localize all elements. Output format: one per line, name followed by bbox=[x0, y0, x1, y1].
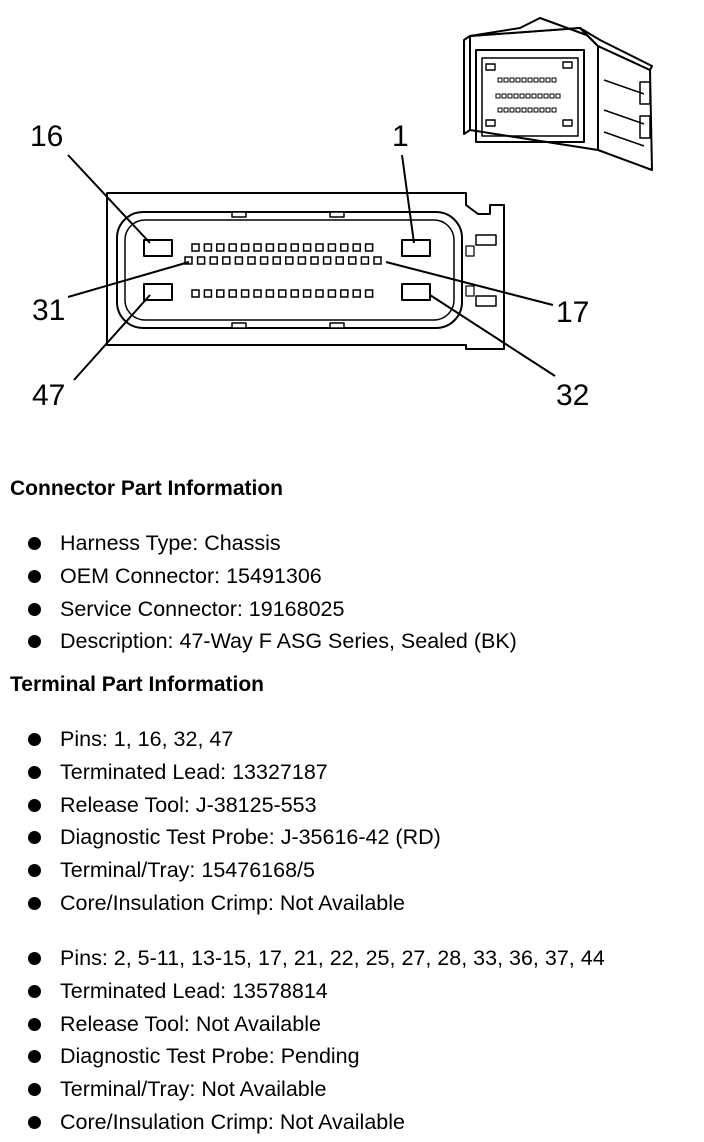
pin-cavity bbox=[242, 290, 249, 297]
pin-cavity bbox=[223, 257, 230, 264]
pin-cavity bbox=[192, 290, 199, 297]
pin-cavity bbox=[217, 290, 224, 297]
pin-cavity bbox=[328, 244, 335, 251]
list-item bbox=[0, 887, 441, 920]
bullet-icon bbox=[28, 864, 41, 877]
pin-cavity bbox=[336, 257, 343, 264]
list-item-text: Core/Insulation Crimp: Not Available bbox=[60, 1109, 405, 1134]
list-item-text: Description: 47-Way F ASG Series, Sealed (BK) bbox=[60, 629, 517, 654]
pin-cavity bbox=[286, 257, 293, 264]
list-item bbox=[0, 527, 517, 560]
pin-cavity bbox=[279, 244, 286, 251]
bullet-icon bbox=[28, 1018, 41, 1031]
bullet-icon bbox=[28, 1116, 41, 1129]
list-item-text: Pins: 2, 5-11, 13-15, 17, 21, 22, 25, 27, 28, 33, 36, 37, 44 bbox=[60, 946, 605, 970]
list-item bbox=[0, 625, 517, 658]
pin-cavity bbox=[210, 257, 217, 264]
pin-cavity bbox=[304, 244, 311, 251]
list-item bbox=[0, 756, 441, 789]
list-item bbox=[0, 1040, 605, 1073]
pin-cavities bbox=[185, 244, 381, 297]
pin-label-1: 1 bbox=[392, 120, 409, 153]
pin-cavity bbox=[279, 290, 286, 297]
pin-cavity bbox=[316, 244, 323, 251]
list-item bbox=[0, 1008, 605, 1041]
pin-cavity bbox=[266, 290, 273, 297]
list-item-text: Terminated Lead: 13578814 bbox=[60, 978, 328, 1003]
leader-lines bbox=[68, 155, 555, 380]
list-item-text: Pins: 1, 16, 32, 47 bbox=[60, 727, 234, 751]
pin-cavity bbox=[366, 290, 373, 297]
list-item-text: Diagnostic Test Probe: J-35616-42 (RD) bbox=[60, 825, 441, 850]
pin-cavity bbox=[361, 257, 368, 264]
pin-cavity bbox=[242, 244, 249, 251]
connector-face bbox=[107, 193, 504, 349]
bullet-icon bbox=[28, 537, 41, 550]
list-item-text: Harness Type: Chassis bbox=[60, 531, 281, 555]
pin-cavity bbox=[353, 290, 360, 297]
bullet-icon bbox=[28, 1050, 41, 1063]
pin-cavity bbox=[229, 290, 236, 297]
bullet-icon bbox=[28, 766, 41, 779]
pin-cavity bbox=[298, 257, 305, 264]
list-item bbox=[0, 789, 441, 822]
pin-cavity bbox=[204, 290, 211, 297]
pin-label-32: 32 bbox=[556, 379, 590, 412]
list-item bbox=[0, 821, 441, 854]
pin-cavity bbox=[229, 244, 236, 251]
pin-cavity bbox=[349, 257, 356, 264]
bullet-icon bbox=[28, 799, 41, 812]
pin-cavity bbox=[311, 257, 318, 264]
pin-cavity bbox=[353, 244, 360, 251]
pin-cavity bbox=[291, 244, 298, 251]
pin-cavity bbox=[254, 244, 261, 251]
bullet-icon bbox=[28, 570, 41, 583]
list-item bbox=[0, 975, 605, 1008]
pin-cavity bbox=[254, 290, 261, 297]
pin-cavity bbox=[291, 290, 298, 297]
list-item-text: Release Tool: J-38125-553 bbox=[60, 792, 317, 817]
pin-label-17: 17 bbox=[556, 296, 590, 329]
connector-part-information-heading: Connector Part Information bbox=[10, 477, 284, 500]
pin-cavity bbox=[204, 244, 211, 251]
pin-cavity bbox=[341, 290, 348, 297]
list-item bbox=[0, 1073, 605, 1106]
list-item-text: Service Connector: 19168025 bbox=[60, 596, 345, 621]
pin-cavity bbox=[324, 257, 331, 264]
bullet-icon bbox=[28, 952, 41, 965]
list-item bbox=[0, 593, 517, 626]
bullet-icon bbox=[28, 733, 41, 746]
pin-cavity bbox=[217, 244, 224, 251]
pin-cavity bbox=[192, 244, 199, 251]
bullet-icon bbox=[28, 831, 41, 844]
connector-part-list bbox=[0, 527, 517, 658]
bullet-icon bbox=[28, 985, 41, 998]
terminal-part-information-heading: Terminal Part Information bbox=[10, 673, 264, 696]
connector-diagram bbox=[0, 0, 704, 440]
pin-cavity bbox=[266, 244, 273, 251]
list-item-text: Diagnostic Test Probe: Pending bbox=[60, 1044, 360, 1069]
list-item-text: Terminal/Tray: 15476168/5 bbox=[60, 858, 315, 883]
list-item-text: Terminated Lead: 13327187 bbox=[60, 759, 328, 784]
pin-cavity bbox=[261, 257, 268, 264]
list-item bbox=[0, 723, 441, 756]
terminal-part-list-2 bbox=[0, 942, 605, 1139]
pin-cavity bbox=[273, 257, 280, 264]
list-item bbox=[0, 1106, 605, 1139]
list-item bbox=[0, 560, 517, 593]
list-item-text: OEM Connector: 15491306 bbox=[60, 563, 322, 588]
list-item bbox=[0, 942, 605, 975]
pin-cavity bbox=[248, 257, 255, 264]
list-item-text: Release Tool: Not Available bbox=[60, 1011, 321, 1036]
pin-cavity bbox=[328, 290, 335, 297]
terminal-part-list-1 bbox=[0, 723, 441, 920]
list-item bbox=[0, 854, 441, 887]
bullet-icon bbox=[28, 603, 41, 616]
pin-cavity bbox=[304, 290, 311, 297]
connector-3d-illustration bbox=[464, 18, 652, 170]
pin-cavity bbox=[198, 257, 205, 264]
list-item-text: Core/Insulation Crimp: Not Available bbox=[60, 890, 405, 915]
pin-cavity bbox=[235, 257, 242, 264]
pin-cavity bbox=[316, 290, 323, 297]
bullet-icon bbox=[28, 635, 41, 648]
pin-label-31: 31 bbox=[32, 294, 66, 327]
pin-cavity bbox=[374, 257, 381, 264]
pin-cavity bbox=[366, 244, 373, 251]
pin-label-47: 47 bbox=[32, 379, 66, 412]
bullet-icon bbox=[28, 1083, 41, 1096]
bullet-icon bbox=[28, 897, 41, 910]
list-item-text: Terminal/Tray: Not Available bbox=[60, 1077, 327, 1102]
pin-cavity bbox=[341, 244, 348, 251]
pin-label-16: 16 bbox=[30, 120, 64, 153]
